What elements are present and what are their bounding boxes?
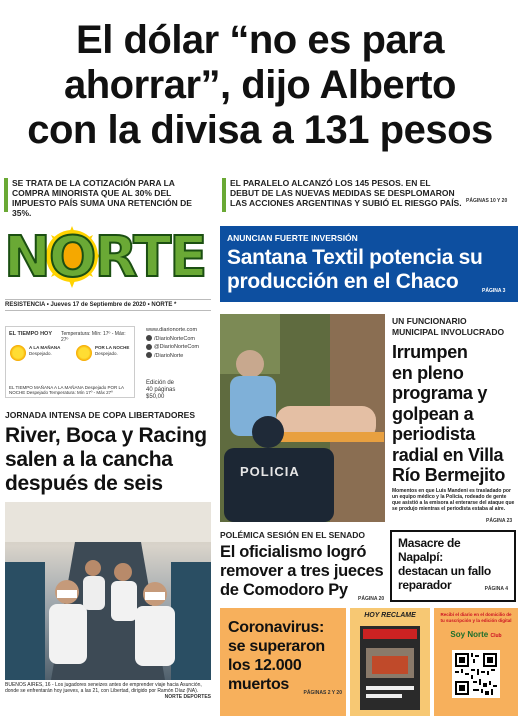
oficialismo-page: PÁGINA 20	[358, 596, 385, 602]
napalpi-headline-3: destacan un fallo	[398, 564, 491, 578]
bermejito-caption	[392, 488, 516, 512]
santana-label: ANUNCIAN FUERTE INVERSIÓN	[227, 233, 358, 243]
covid-headline-1: Coronavirus:	[228, 619, 324, 636]
bermejito-caption-text: Momentos en que Luis Mandeni es trasladado por un equipo médico y la Policía, rodeado de gente que asistió a la emisora al enterarse del ataque que se produjo mientras el periodista estaba al aire.	[392, 488, 515, 512]
river-headline-3: después de seis	[5, 472, 163, 495]
logo-text: NORTE	[4, 225, 206, 290]
bermejito-label-2: MUNICIPAL INVOLUCRADO	[392, 327, 505, 337]
bermejito-label	[392, 316, 516, 338]
sun-icon	[10, 345, 26, 361]
web-link[interactable]: www.diarionorte.com	[146, 327, 198, 333]
covid-headline	[228, 618, 338, 694]
facebook-handle: /DiarioNorteCom	[154, 335, 195, 342]
napalpi-headline	[398, 536, 508, 592]
santana-banner[interactable]	[220, 226, 518, 302]
twitter-link[interactable]	[146, 343, 212, 352]
weather-box	[5, 326, 135, 398]
napalpi-headline-1: Masacre de	[398, 536, 461, 550]
bermejito-headline-6: radial en Villa	[392, 444, 504, 465]
oficialismo-headline-3: de Comodoro Py	[220, 581, 348, 599]
police-vest-text: POLICIA	[240, 464, 300, 479]
santana-headline-2: producción en el Chaco	[227, 270, 459, 293]
main-headline[interactable]	[0, 18, 520, 153]
hoy-reclame-box[interactable]	[350, 608, 430, 716]
covid-page: PÁGINAS 2 Y 20	[303, 690, 342, 696]
weather-tomorrow: EL TIEMPO MAÑANA A LA MAÑANA Despejado POR LA NOCHE Despejado Temperatura: Mín 17º - Máx 27º	[9, 385, 124, 395]
oficialismo-headline-1: El oficialismo logró	[220, 543, 367, 561]
oficialismo-story[interactable]	[220, 530, 385, 600]
twitter-handle: @DiarioNorteCom	[154, 344, 200, 350]
edition-price: $50,00	[146, 394, 165, 400]
promo-brand	[438, 630, 514, 639]
police-photo[interactable]	[220, 314, 385, 522]
napalpi-headline-4: reparador	[398, 578, 452, 592]
instagram-link[interactable]	[146, 352, 212, 361]
sun-icon	[76, 345, 92, 361]
covid-box[interactable]	[220, 608, 346, 716]
masthead-logo[interactable]	[4, 226, 210, 290]
bermejito-headline-2: en pleno	[392, 362, 464, 383]
weather-morning	[29, 345, 60, 357]
river-label: JORNADA INTENSA DE COPA LIBERTADORES	[5, 410, 196, 420]
headline-line-2: ahorrar”, dijo Alberto	[63, 63, 456, 107]
river-headline-1: River, Boca y Racing	[5, 424, 207, 447]
promo-text: Recibí el diario en el domicilio de tu suscripción y la edición digital	[440, 612, 512, 623]
weather-night	[95, 345, 129, 357]
weather-temps: Temperatura: Mín: 17º - Máx: 27º	[61, 331, 126, 343]
promo-brand-name: Soy Norte	[450, 630, 489, 639]
plane-photo[interactable]	[5, 502, 211, 680]
instagram-handle: /DiarioNorte	[154, 352, 184, 359]
santana-headline	[227, 246, 517, 294]
headline-line-3: con la divisa a 131 pesos	[27, 108, 493, 152]
hoy-reclame-title: HOY RECLAME	[364, 612, 416, 619]
social-links	[146, 326, 212, 360]
edition-label: Edición de	[146, 380, 175, 386]
twitter-icon	[146, 344, 152, 350]
bermejito-label-1: UN FUNCIONARIO	[392, 316, 467, 326]
subhead-right-text: EL PARALELO ALCANZÓ LOS 145 PESOS. EN EL DEBUT DE LAS NUEVAS MEDIDAS SE DESPLOMARON LAS ACCIONES ARGENTINAS Y SUBIÓ EL RIESGO PAÍS.	[230, 178, 462, 208]
oficialismo-headline	[220, 543, 385, 600]
edition-info	[146, 380, 175, 401]
masthead-date: RESISTENCIA • Jueves 17 de Septiembre de 2020 • NORTE *	[5, 299, 211, 311]
facebook-link[interactable]	[146, 335, 212, 344]
edition-pages: 40 páginas	[146, 387, 176, 393]
santana-headline-1: Santana Textil potencia su	[227, 246, 483, 269]
plane-photo-graphic	[5, 502, 211, 680]
weather-morning-state: Despejado.	[29, 351, 52, 356]
bermejito-headline-7: Río Bermejito	[392, 465, 506, 485]
bermejito-headline-1: Irrumpen	[392, 342, 468, 362]
plane-photo-caption	[5, 682, 211, 700]
santana-page: PÁGINA 3	[482, 288, 506, 294]
facebook-icon	[146, 335, 152, 341]
napalpi-headline-2: Napalpí:	[398, 550, 443, 564]
bermejito-headline-3: programa y	[392, 383, 488, 403]
bermejito-headline-5: periodista	[392, 424, 476, 444]
bermejito-headline[interactable]	[392, 342, 516, 486]
oficialismo-label: POLÉMICA SESIÓN EN EL SENADO	[220, 530, 365, 540]
magazine-cover	[360, 626, 420, 710]
bermejito-headline-4: golpean a	[392, 403, 474, 424]
subhead-right	[222, 178, 462, 214]
bermejito-page: PÁGINA 23	[486, 518, 513, 524]
river-page: NORTE DEPORTES	[164, 694, 211, 700]
napalpi-box[interactable]	[390, 530, 516, 602]
oficialismo-headline-2: remover a tres jueces	[220, 562, 384, 580]
subhead-right-page: PÁGINAS 10 Y 20	[466, 198, 508, 204]
subscription-promo[interactable]	[434, 608, 518, 716]
weather-morning-label: A LA MAÑANA	[29, 345, 61, 350]
weather-title: EL TIEMPO HOY	[9, 331, 52, 337]
instagram-icon	[146, 352, 152, 358]
police-photo-graphic	[220, 314, 385, 522]
headline-line-1: El dólar “no es para	[76, 18, 444, 62]
subhead-left	[4, 178, 210, 218]
promo-brand-sub: Club	[490, 633, 502, 639]
plane-caption-text: BUENOS AIRES, 16 - Los jugadores xeneizes antes de emprender viaje hacia Asunción, donde se enfrentarán hoy jueves, a las 21, con Libertad, dirigido por Ramón Díaz (NA).	[5, 682, 202, 694]
weather-night-label: POR LA NOCHE	[95, 345, 130, 350]
covid-headline-3: los 12.000	[228, 657, 302, 674]
napalpi-page: PÁGINA 4	[484, 586, 508, 592]
river-headline-2: salen a la cancha	[5, 448, 173, 471]
subhead-left-text: SE TRATA DE LA COTIZACIÓN PARA LA COMPRA MINORISTA QUE AL 30% DEL IMPUESTO PAÍS SUMA UNA RETENCIÓN DE 35%.	[12, 178, 192, 218]
weather-night-state: Despejado.	[95, 351, 118, 356]
qr-code-icon	[455, 653, 497, 695]
covid-headline-4: muertos	[228, 676, 290, 693]
covid-headline-2: se superaron	[228, 638, 325, 655]
qr-code[interactable]	[452, 650, 500, 698]
